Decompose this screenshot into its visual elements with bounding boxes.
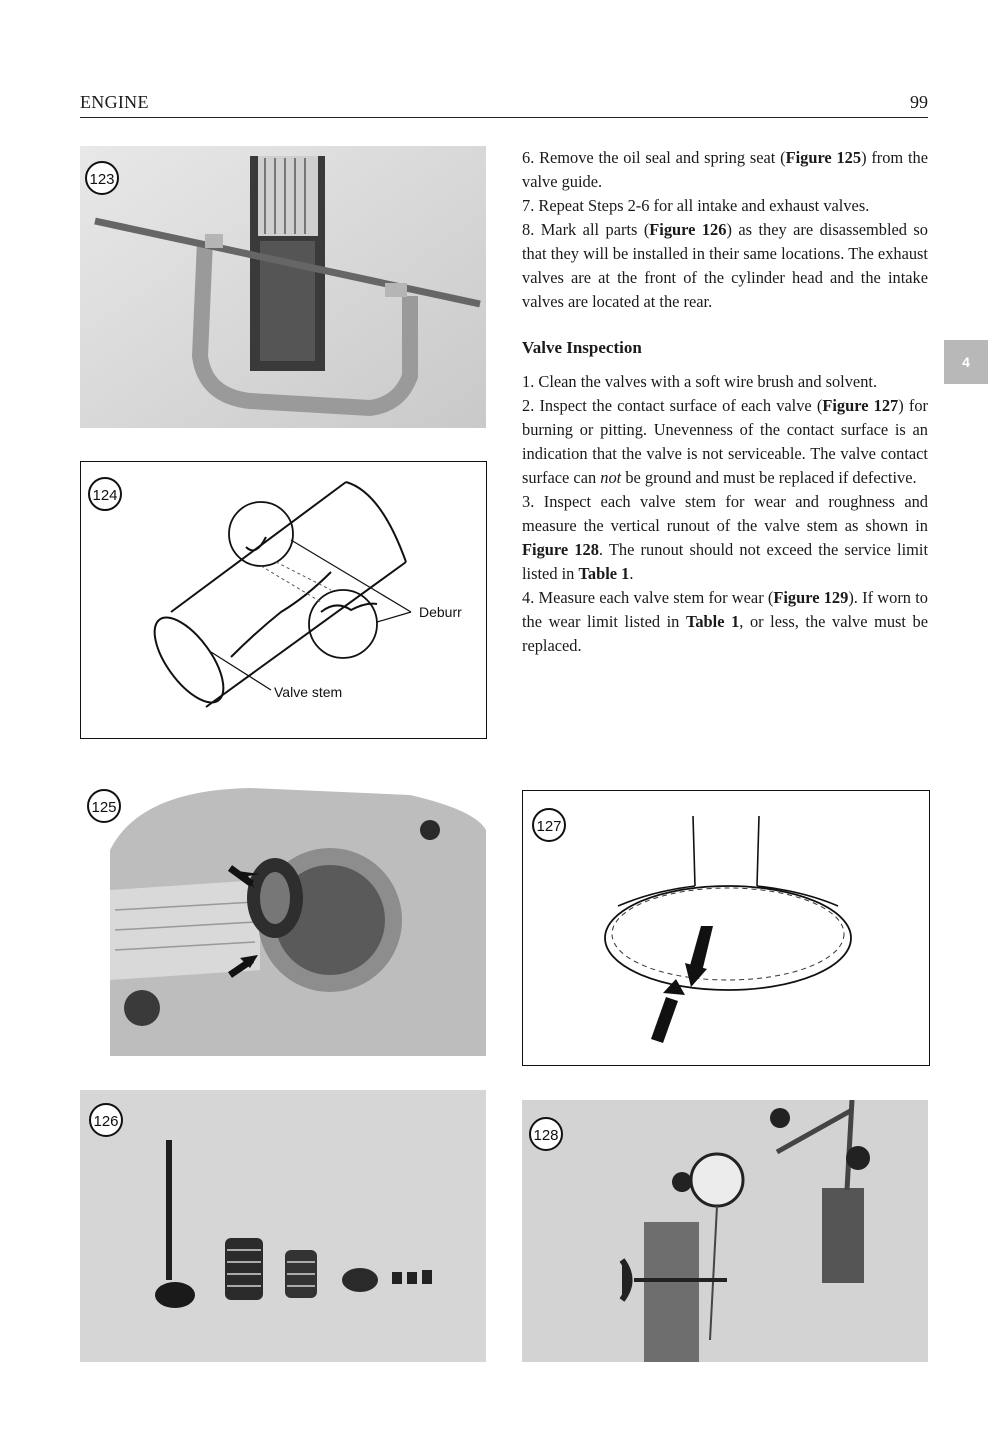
- svg-text:126: 126: [93, 1113, 119, 1130]
- body-text-column: [522, 146, 928, 658]
- header-rule: [80, 117, 928, 118]
- figure-123-number-badge: [84, 160, 120, 196]
- figure-128-number-badge: [528, 1116, 564, 1152]
- figure-125-photo: [80, 770, 486, 1056]
- svg-text:128: 128: [533, 1127, 559, 1144]
- section-title-valve-inspection: Valve Inspection: [522, 338, 642, 357]
- svg-text:123: 123: [89, 171, 115, 188]
- figure-126-number-badge: [88, 1102, 124, 1138]
- chapter-tab-marker: 4: [944, 340, 988, 384]
- inspection-step-1: 1. Clean the valves with a soft wire brush and solvent.: [522, 372, 878, 391]
- inspection-step-4: 4. Measure each valve stem for wear (Figure 129). If worn to the wear limit listed in Table 1, or less, the valve must be replaced.: [522, 588, 928, 655]
- page-number: 99: [910, 92, 928, 112]
- step-6: 6. Remove the oil seal and spring seat (Figure 125) from the valve guide.: [522, 148, 928, 191]
- label-valve-stem: Valve stem: [274, 684, 343, 700]
- figure-126-photo: [80, 1090, 486, 1362]
- figure-124-number: 124: [92, 487, 118, 504]
- figure-125-number-badge: [86, 788, 122, 824]
- svg-text:125: 125: [91, 799, 117, 816]
- figure-123-photo: [80, 146, 486, 428]
- step-8: 8. Mark all parts (Figure 126) as they are disassembled so that they will be installed in their same locations. The exhaust valves are at the front of the cylinder head and the intake valves are located at the rear.: [522, 220, 928, 311]
- figure-124-diagram: [80, 461, 487, 739]
- label-deburr: Deburr: [419, 604, 462, 620]
- figure-127-diagram: [522, 790, 930, 1066]
- step-7: 7. Repeat Steps 2-6 for all intake and exhaust valves.: [522, 196, 870, 215]
- running-header-title: ENGINE: [80, 92, 149, 112]
- figure-128-photo: [522, 1100, 928, 1362]
- figure-127-number: 127: [536, 818, 562, 835]
- inspection-step-3: 3. Inspect each valve stem for wear and roughness and measure the vertical runout of the valve stem as shown in Figure 128. The runout should not exceed the service limit listed in Table 1.: [522, 492, 928, 583]
- inspection-step-2: 2. Inspect the contact surface of each valve (Figure 127) for burning or pitting. Unevenness of the contact surface is an indication that the valve is not serviceable. The valve contact surface can not be ground and must be replaced if defective.: [522, 396, 928, 487]
